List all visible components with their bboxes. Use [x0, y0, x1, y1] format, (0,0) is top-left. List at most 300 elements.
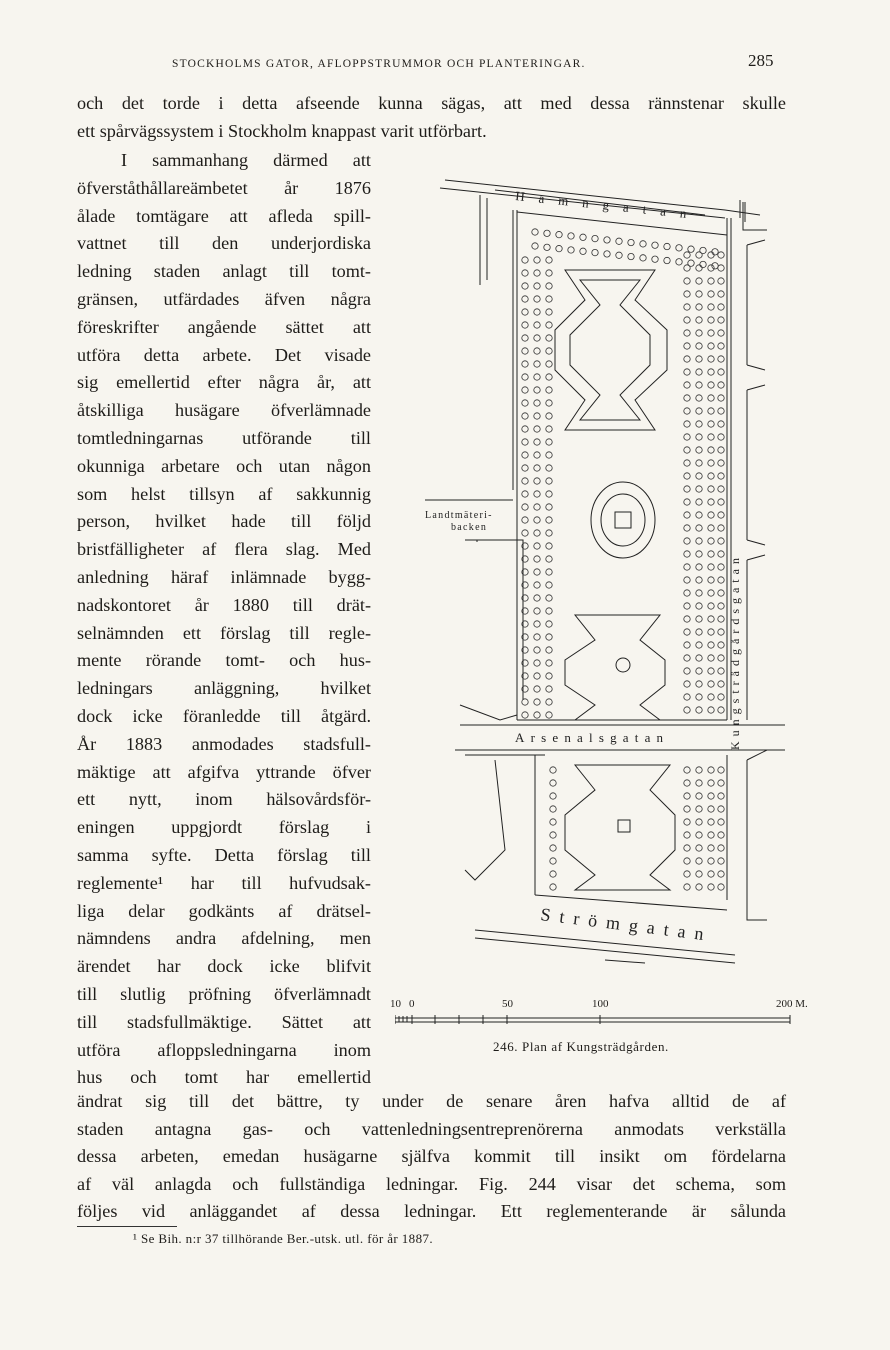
- tree-symbol: [708, 780, 714, 786]
- tree-symbol: [546, 608, 552, 614]
- tree-symbol: [696, 806, 702, 812]
- tree-symbol: [546, 569, 552, 575]
- tree-symbol: [522, 400, 528, 406]
- text-line: följes vid anläggandet af dessa ledningar. Ett reglementerande är sålunda: [77, 1201, 786, 1221]
- tree-symbol: [708, 434, 714, 440]
- page-number: 285: [748, 51, 774, 70]
- tree-symbol: [718, 343, 724, 349]
- tree-symbol: [718, 858, 724, 864]
- tree-symbol: [688, 246, 694, 252]
- scale-label-0: 0: [409, 998, 415, 1010]
- scale-bar: [395, 1012, 795, 1026]
- tree-symbol: [546, 543, 552, 549]
- tree-symbol: [708, 577, 714, 583]
- text-line: År 1883 anmodades stadsfull-: [77, 733, 371, 754]
- tree-symbol: [696, 317, 702, 323]
- tree-symbol: [616, 238, 622, 244]
- tree-symbol: [534, 452, 540, 458]
- tree-symbol: [708, 616, 714, 622]
- tree-symbol: [534, 543, 540, 549]
- tree-symbol: [684, 590, 690, 596]
- tree-symbol: [534, 673, 540, 679]
- tree-symbol: [522, 270, 528, 276]
- scale-label-10: 10: [390, 998, 401, 1010]
- tree-symbol: [684, 382, 690, 388]
- text-line: nadskontoret år 1880 till drät-: [77, 594, 371, 615]
- tree-symbol: [696, 668, 702, 674]
- text-line: eningen uppgjordt förslag i: [77, 817, 371, 838]
- tree-symbol: [568, 247, 574, 253]
- tree-symbol: [534, 465, 540, 471]
- text-line: ledning staden anlagt till tomt-: [77, 261, 371, 282]
- tree-symbol: [628, 253, 634, 259]
- tree-symbol: [522, 374, 528, 380]
- tree-symbol: [522, 426, 528, 432]
- tree-symbol: [546, 556, 552, 562]
- tree-symbol: [696, 265, 702, 271]
- tree-symbol: [684, 858, 690, 864]
- tree-symbol: [718, 525, 724, 531]
- tree-symbol: [550, 806, 556, 812]
- text-line: I sammanhang därmed att: [121, 150, 371, 170]
- tree-symbol: [696, 564, 702, 570]
- text-line: bristfälligheter af flera slag. Med: [77, 539, 371, 560]
- tree-symbol: [708, 603, 714, 609]
- text-line: selnämnden ett förslag till regle-: [77, 622, 371, 643]
- tree-symbol: [718, 767, 724, 773]
- tree-symbol: [708, 512, 714, 518]
- tree-symbol: [718, 681, 724, 687]
- tree-symbol: [546, 309, 552, 315]
- tree-symbol: [522, 504, 528, 510]
- tree-symbol: [684, 395, 690, 401]
- tree-symbol: [718, 369, 724, 375]
- tree-symbol: [696, 884, 702, 890]
- tree-symbol: [708, 356, 714, 362]
- tree-symbol: [534, 504, 540, 510]
- tree-symbol: [684, 538, 690, 544]
- tree-symbol: [546, 413, 552, 419]
- text-line: till stadsfullmäktige. Sättet att: [77, 1011, 371, 1032]
- tree-symbol: [546, 361, 552, 367]
- tree-symbol: [522, 322, 528, 328]
- tree-symbol: [534, 374, 540, 380]
- tree-symbol: [696, 512, 702, 518]
- tree-symbol: [684, 707, 690, 713]
- tree-symbol: [708, 681, 714, 687]
- tree-symbol: [718, 512, 724, 518]
- tree-symbol: [708, 884, 714, 890]
- tree-symbol: [718, 616, 724, 622]
- tree-symbol: [522, 439, 528, 445]
- tree-symbol: [522, 478, 528, 484]
- tree-symbol: [708, 278, 714, 284]
- tree-symbol: [604, 237, 610, 243]
- tree-symbol: [676, 259, 682, 265]
- tree-symbol: [718, 780, 724, 786]
- text-line: af väl anlagda och fullständiga ledningar. Fig. 244 visar det schema, som: [77, 1173, 786, 1194]
- tree-symbol: [684, 884, 690, 890]
- tree-symbol: [534, 712, 540, 718]
- tree-symbol: [684, 460, 690, 466]
- tree-symbol: [534, 478, 540, 484]
- text-line: ett spårvägssystem i Stockholm knappast varit utförbart.: [77, 121, 487, 141]
- tree-symbol: [546, 335, 552, 341]
- tree-symbol: [522, 335, 528, 341]
- tree-symbol: [546, 465, 552, 471]
- tree-symbol: [718, 408, 724, 414]
- tree-symbol: [546, 387, 552, 393]
- tree-symbol: [696, 395, 702, 401]
- tree-symbol: [708, 343, 714, 349]
- tree-symbol: [718, 447, 724, 453]
- tree-symbol: [534, 387, 540, 393]
- tree-symbol: [534, 621, 540, 627]
- tree-symbol: [684, 767, 690, 773]
- tree-symbol: [718, 707, 724, 713]
- tree-symbol: [696, 486, 702, 492]
- tree-symbol: [696, 642, 702, 648]
- tree-symbol: [684, 369, 690, 375]
- tree-symbol: [534, 569, 540, 575]
- tree-symbol: [708, 642, 714, 648]
- tree-symbol: [534, 686, 540, 692]
- tree-symbol: [708, 668, 714, 674]
- tree-symbol: [718, 278, 724, 284]
- tree-symbol: [616, 252, 622, 258]
- tree-symbol: [684, 681, 690, 687]
- tree-symbol: [708, 845, 714, 851]
- tree-symbol: [696, 858, 702, 864]
- tree-symbol: [550, 832, 556, 838]
- tree-symbol: [534, 296, 540, 302]
- tree-symbol: [708, 819, 714, 825]
- tree-symbol: [546, 634, 552, 640]
- tree-symbol: [534, 309, 540, 315]
- tree-symbol: [534, 361, 540, 367]
- tree-symbol: [708, 447, 714, 453]
- tree-symbol: [684, 252, 690, 258]
- text-line: öfverståthållareämbetet år 1876: [77, 177, 371, 198]
- tree-symbol: [718, 603, 724, 609]
- tree-symbol: [684, 291, 690, 297]
- tree-symbol: [708, 291, 714, 297]
- tree-symbol: [696, 577, 702, 583]
- tree-symbol: [684, 871, 690, 877]
- tree-symbol: [580, 248, 586, 254]
- tree-symbol: [696, 551, 702, 557]
- tree-symbol: [556, 231, 562, 237]
- tree-symbol: [546, 374, 552, 380]
- tree-symbol: [546, 530, 552, 536]
- tree-symbol: [684, 551, 690, 557]
- text-line: utföra afloppsledningarna inom: [77, 1039, 371, 1060]
- tree-symbol: [718, 395, 724, 401]
- tree-symbol: [718, 590, 724, 596]
- tree-symbol: [534, 335, 540, 341]
- text-line: ett nytt, inom hälsovårdsför-: [77, 789, 371, 810]
- tree-symbol: [580, 234, 586, 240]
- tree-symbol: [652, 242, 658, 248]
- text-line: tomtledningarnas utförande till: [77, 428, 371, 448]
- tree-symbol: [522, 452, 528, 458]
- tree-symbol: [546, 595, 552, 601]
- tree-symbol: [708, 655, 714, 661]
- scale-label-200: 200 M.: [776, 998, 808, 1010]
- tree-symbol: [696, 694, 702, 700]
- street-label-arsenalsgatan: Arsenalsgatan: [515, 730, 670, 745]
- tree-symbol: [640, 255, 646, 261]
- tree-symbol: [534, 556, 540, 562]
- tree-symbol: [708, 395, 714, 401]
- tree-symbol: [718, 832, 724, 838]
- tree-symbol: [546, 348, 552, 354]
- tree-symbol: [708, 767, 714, 773]
- tree-symbol: [684, 512, 690, 518]
- text-line: reglemente¹ har till hufvudsak-: [77, 872, 371, 893]
- street-label-stromgatan: Strömgatan: [539, 904, 714, 946]
- tree-symbol: [684, 304, 690, 310]
- tree-symbol: [708, 382, 714, 388]
- tree-symbol: [718, 382, 724, 388]
- tree-symbol: [718, 564, 724, 570]
- tree-symbol: [696, 655, 702, 661]
- text-line: och det torde i detta afseende kunna sägas, att med dessa rännstenar skulle: [77, 93, 786, 113]
- tree-symbol: [684, 486, 690, 492]
- tree-symbol: [718, 460, 724, 466]
- tree-symbol: [708, 694, 714, 700]
- text-line: ledningars anläggning, hvilket: [77, 678, 371, 699]
- tree-symbol: [534, 634, 540, 640]
- tree-symbol: [546, 439, 552, 445]
- tree-symbol: [534, 517, 540, 523]
- tree-symbol: [534, 270, 540, 276]
- tree-symbol: [534, 530, 540, 536]
- tree-symbol: [522, 465, 528, 471]
- tree-symbol: [534, 400, 540, 406]
- text-line: anledning häraf inlämnade bygg-: [77, 567, 371, 587]
- tree-symbol: [696, 460, 702, 466]
- text-line: ärendet har dock icke blifvit: [77, 956, 371, 977]
- tree-symbol: [684, 525, 690, 531]
- tree-symbol: [696, 845, 702, 851]
- tree-symbol: [522, 413, 528, 419]
- tree-symbol: [534, 322, 540, 328]
- tree-symbol: [696, 304, 702, 310]
- tree-symbol: [546, 686, 552, 692]
- tree-symbol: [708, 252, 714, 258]
- tree-symbol: [550, 780, 556, 786]
- tree-symbol: [546, 296, 552, 302]
- tree-symbol: [708, 499, 714, 505]
- tree-symbol: [684, 603, 690, 609]
- tree-symbol: [696, 278, 702, 284]
- tree-symbol: [708, 858, 714, 864]
- tree-symbol: [534, 595, 540, 601]
- tree-symbol: [640, 241, 646, 247]
- tree-symbol: [534, 660, 540, 666]
- tree-symbol: [696, 707, 702, 713]
- text-line: staden antagna gas- och vattenledningsentreprenörerna anmodats verkställa: [77, 1118, 786, 1139]
- tree-symbol: [534, 699, 540, 705]
- tree-symbol: [696, 330, 702, 336]
- tree-symbol: [684, 447, 690, 453]
- tree-symbol: [696, 291, 702, 297]
- tree-symbol: [522, 257, 528, 263]
- tree-symbol: [684, 408, 690, 414]
- tree-symbol: [708, 793, 714, 799]
- text-line: dock icke föranledde till åtgärd.: [77, 706, 371, 726]
- tree-symbol: [700, 247, 706, 253]
- tree-symbol: [708, 525, 714, 531]
- street-label-hamngatan: Hamngatan: [514, 188, 702, 223]
- tree-symbol: [546, 491, 552, 497]
- tree-symbol: [684, 317, 690, 323]
- tree-symbol: [522, 283, 528, 289]
- tree-symbol: [546, 673, 552, 679]
- footnote: ¹ Se Bih. n:r 37 tillhörande Ber.-utsk. utl. för år 1887.: [133, 1231, 434, 1246]
- tree-symbol: [718, 577, 724, 583]
- tree-symbol: [550, 871, 556, 877]
- tree-symbol: [712, 249, 718, 255]
- tree-symbol: [718, 884, 724, 890]
- tree-symbol: [718, 252, 724, 258]
- tree-symbol: [708, 408, 714, 414]
- text-line: liga delar godkänts af drätsel-: [77, 900, 371, 921]
- tree-symbol: [550, 858, 556, 864]
- tree-symbol: [708, 590, 714, 596]
- tree-symbol: [684, 356, 690, 362]
- tree-symbol: [522, 348, 528, 354]
- tree-symbol: [684, 343, 690, 349]
- tree-symbol: [718, 317, 724, 323]
- text-line: till slutlig pröfning öfverlämnadt: [77, 984, 371, 1004]
- tree-symbol: [676, 245, 682, 251]
- tree-symbol: [684, 499, 690, 505]
- tree-symbol: [718, 499, 724, 505]
- text-line: person, hvilket hade till följd: [77, 511, 371, 532]
- tree-symbol: [684, 642, 690, 648]
- tree-symbol: [696, 343, 702, 349]
- tree-symbol: [546, 712, 552, 718]
- tree-symbol: [708, 317, 714, 323]
- tree-symbol: [688, 260, 694, 266]
- tree-symbol: [684, 793, 690, 799]
- tree-symbol: [652, 256, 658, 262]
- tree-symbol: [550, 819, 556, 825]
- tree-symbol: [696, 525, 702, 531]
- tree-symbol: [522, 361, 528, 367]
- text-line: vattnet till den underjordiska: [77, 233, 371, 254]
- tree-symbol: [550, 793, 556, 799]
- tree-symbol: [604, 251, 610, 257]
- tree-symbol: [708, 564, 714, 570]
- tree-symbol: [684, 421, 690, 427]
- tree-symbol: [546, 478, 552, 484]
- tree-symbol: [684, 780, 690, 786]
- tree-symbol: [534, 647, 540, 653]
- street-label-kungstradgardsgatan: Kungsträdgårdsgatan: [728, 553, 742, 750]
- tree-symbol: [628, 239, 634, 245]
- tree-symbol: [718, 421, 724, 427]
- tree-symbol: [684, 434, 690, 440]
- tree-symbol: [696, 832, 702, 838]
- tree-symbol: [696, 538, 702, 544]
- tree-symbol: [696, 382, 702, 388]
- tree-symbol: [718, 356, 724, 362]
- tree-symbol: [708, 304, 714, 310]
- tree-symbol: [684, 629, 690, 635]
- text-line: utföra detta arbete. Det visade: [77, 344, 371, 365]
- tree-symbol: [696, 871, 702, 877]
- tree-symbol: [684, 655, 690, 661]
- tree-symbol: [544, 230, 550, 236]
- tree-symbol: [684, 616, 690, 622]
- text-line: åtskilliga husägare öfverlämnade: [77, 400, 371, 421]
- tree-symbol: [522, 309, 528, 315]
- tree-symbol: [708, 460, 714, 466]
- tree-symbol: [696, 499, 702, 505]
- tree-symbol: [684, 819, 690, 825]
- tree-symbol: [684, 806, 690, 812]
- tree-symbol: [684, 668, 690, 674]
- tree-symbol: [522, 517, 528, 523]
- text-line: ålade tomtägare att afleda spill-: [77, 205, 371, 226]
- tree-symbol: [718, 793, 724, 799]
- tree-symbol: [696, 819, 702, 825]
- tree-symbol: [696, 356, 702, 362]
- tree-symbol: [546, 257, 552, 263]
- tree-symbol: [696, 434, 702, 440]
- tree-symbol: [718, 668, 724, 674]
- tree-symbol: [708, 421, 714, 427]
- tree-symbol: [708, 832, 714, 838]
- tree-symbol: [718, 806, 724, 812]
- tree-symbol: [708, 551, 714, 557]
- tree-symbol: [556, 245, 562, 251]
- tree-symbol: [522, 712, 528, 718]
- tree-symbol: [708, 871, 714, 877]
- garden-plan-figure: [405, 160, 825, 1030]
- tree-symbol: [568, 233, 574, 239]
- tree-symbol: [534, 439, 540, 445]
- tree-symbol: [708, 806, 714, 812]
- tree-symbol: [546, 283, 552, 289]
- street-label-backen: backen: [451, 522, 488, 533]
- tree-symbol: [546, 699, 552, 705]
- text-line: mente rörande tomt- och hus-: [77, 650, 371, 671]
- text-line: samma syfte. Detta förslag till: [77, 845, 371, 865]
- tree-symbol: [550, 845, 556, 851]
- tree-symbol: [522, 387, 528, 393]
- tree-symbol: [550, 884, 556, 890]
- tree-symbol: [696, 616, 702, 622]
- tree-symbol: [546, 270, 552, 276]
- tree-symbol: [534, 348, 540, 354]
- tree-symbol: [696, 767, 702, 773]
- tree-symbol: [546, 426, 552, 432]
- tree-symbol: [534, 491, 540, 497]
- tree-symbol: [696, 629, 702, 635]
- text-line: nämndens andra afdelning, men: [77, 928, 371, 949]
- tree-symbol: [696, 473, 702, 479]
- text-line: okunniga arbetare och utan någon: [77, 455, 371, 476]
- tree-symbol: [546, 621, 552, 627]
- tree-symbol: [534, 608, 540, 614]
- tree-symbol: [546, 517, 552, 523]
- tree-symbol: [664, 257, 670, 263]
- footnote-rule: [77, 1226, 177, 1227]
